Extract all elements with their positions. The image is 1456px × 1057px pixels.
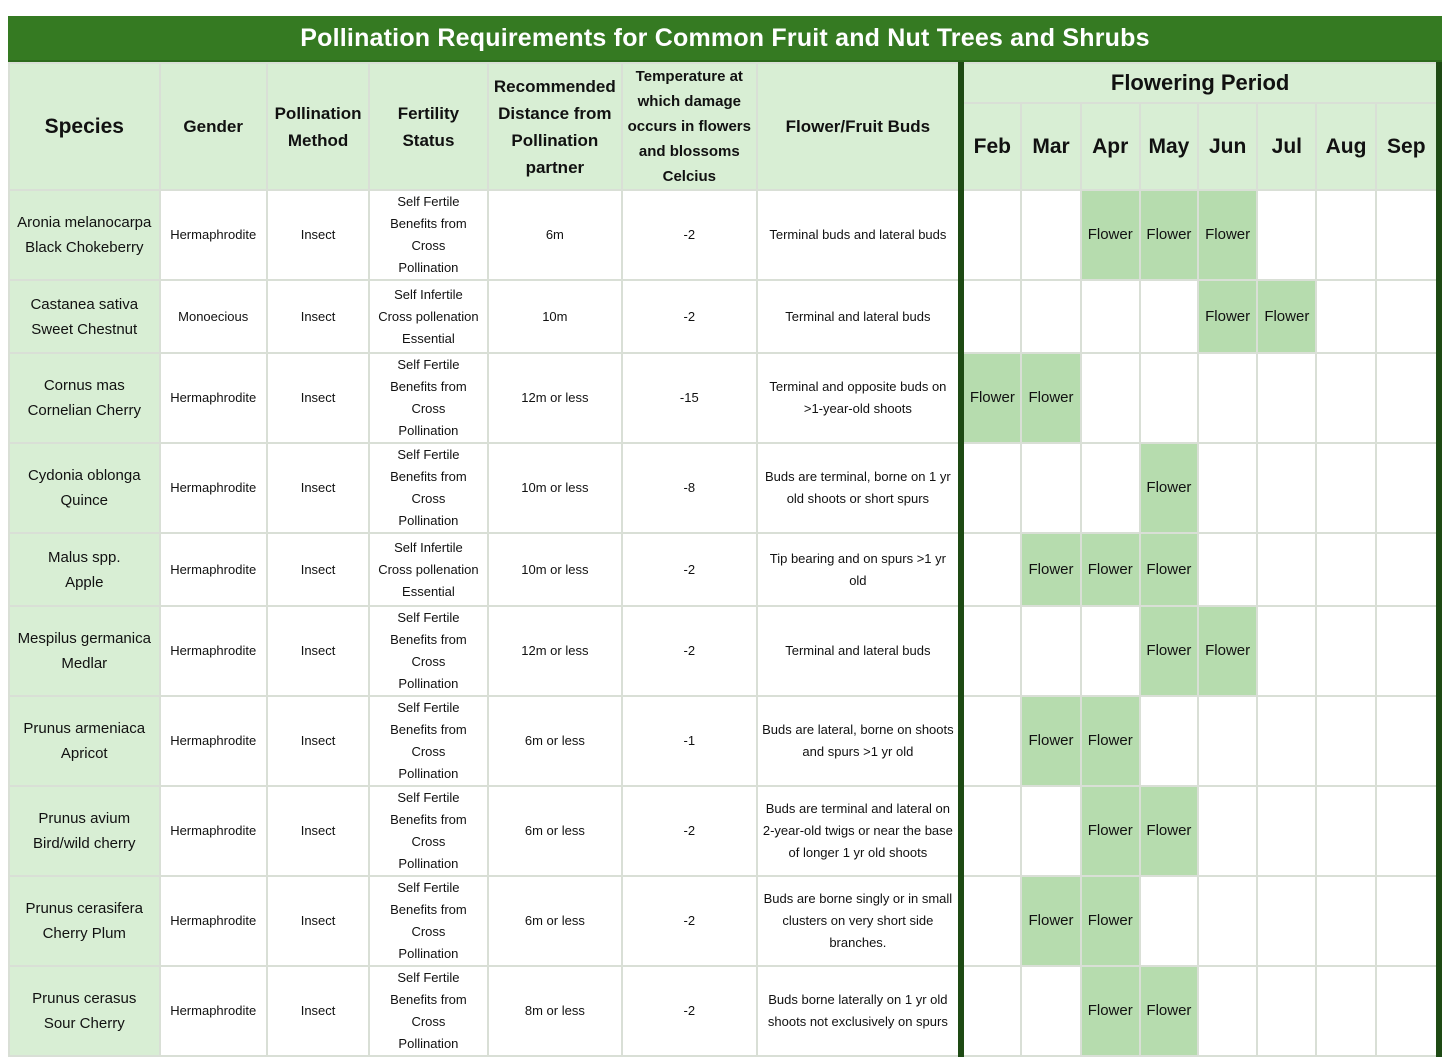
fertility-cell [369, 966, 487, 1056]
gender-cell: Hermaphrodite [160, 606, 267, 696]
flowering-cell-apr: Flower [1081, 876, 1140, 966]
table-row [9, 696, 1439, 786]
flowering-cell-feb [961, 190, 1021, 280]
species-cell-line: Cydonia oblonga [27, 467, 141, 484]
fertility-cell-line: Pollination [398, 423, 459, 438]
species-cell-line: Black Chokeberry [25, 239, 144, 256]
flowering-cell-apr: Flower [1081, 533, 1140, 606]
fertility-cell-line: Self Infertile [394, 539, 463, 555]
species-cell-line: Aronia melanocarpa [17, 214, 152, 231]
flowering-cell-jul [1257, 443, 1316, 533]
species-cell-line: Prunus avium [38, 810, 131, 827]
flowering-cell-jun [1198, 443, 1257, 533]
method-cell: Insect [267, 876, 369, 966]
fertility-cell [369, 353, 487, 443]
header-month-jun: Jun [1198, 103, 1257, 190]
fertility-cell-line: Benefits from Cross [390, 632, 467, 669]
temperature-cell: -2 [622, 786, 756, 876]
fertility-cell-line: Pollination [398, 260, 459, 275]
flowering-cell-may: Flower [1140, 190, 1198, 280]
header-month-apr: Apr [1081, 103, 1140, 190]
header-gender: Gender [160, 63, 267, 190]
gender-cell: Hermaphrodite [160, 353, 267, 443]
flowering-cell-feb [961, 606, 1021, 696]
distance-cell: 12m or less [488, 353, 622, 443]
header-month-sep: Sep [1376, 103, 1439, 190]
pollination-table [8, 62, 1442, 1057]
fertility-cell-line: Benefits from Cross [390, 216, 467, 253]
species-cell [9, 606, 160, 696]
buds-cell: Terminal buds and lateral buds [757, 190, 962, 280]
flowering-cell-sep [1376, 696, 1439, 786]
flowering-cell-sep [1376, 786, 1439, 876]
fertility-cell [369, 443, 487, 533]
fertility-cell-line: Cross pollenation [378, 561, 479, 577]
flowering-cell-mar [1021, 966, 1080, 1056]
flowering-cell-jun [1198, 696, 1257, 786]
method-cell: Insect [267, 786, 369, 876]
fertility-cell-line: Self Fertile [397, 447, 460, 462]
buds-cell: Buds are borne singly or in small clusters on very short side branches. [757, 876, 962, 966]
species-cell-line: Bird/wild cherry [32, 835, 136, 852]
gender-cell: Hermaphrodite [160, 443, 267, 533]
species-cell-line: Apple [65, 573, 104, 591]
method-cell: Insect [267, 533, 369, 606]
flowering-cell-mar [1021, 190, 1080, 280]
flowering-cell-feb [961, 696, 1021, 786]
fertility-cell [369, 280, 487, 353]
flowering-cell-apr: Flower [1081, 966, 1140, 1056]
species-cell-line: Castanea sativa [30, 295, 139, 313]
flowering-cell-mar [1021, 606, 1080, 696]
flowering-cell-sep [1376, 443, 1439, 533]
table-row [9, 443, 1439, 533]
header-month-mar: Mar [1021, 103, 1080, 190]
species-cell-line: Quince [60, 492, 109, 509]
buds-cell: Terminal and lateral buds [757, 606, 962, 696]
flowering-cell-may [1140, 353, 1198, 443]
temperature-cell: -2 [622, 190, 756, 280]
species-cell [9, 280, 160, 353]
buds-cell: Buds borne laterally on 1 yr old shoots not exclusively on spurs [757, 966, 962, 1056]
species-cell-line: Prunus cerasifera [25, 900, 144, 917]
fertility-cell-line: Self Fertile [397, 880, 460, 895]
flowering-cell-mar [1021, 280, 1080, 353]
flowering-cell-aug [1316, 190, 1375, 280]
fertility-cell [369, 876, 487, 966]
flowering-cell-jun: Flower [1198, 190, 1257, 280]
flowering-cell-jun [1198, 533, 1257, 606]
flowering-cell-jun: Flower [1198, 606, 1257, 696]
fertility-cell [369, 533, 487, 606]
flowering-cell-mar [1021, 443, 1080, 533]
header-fertility-status: Fertility Status [369, 63, 487, 190]
gender-cell: Hermaphrodite [160, 190, 267, 280]
header-month-aug: Aug [1316, 103, 1375, 190]
temperature-cell: -2 [622, 606, 756, 696]
temperature-cell: -2 [622, 966, 756, 1056]
fertility-cell-line: Pollination [398, 856, 459, 871]
gender-cell: Hermaphrodite [160, 696, 267, 786]
header-flowering-period: Flowering Period [961, 63, 1439, 103]
flowering-cell-may: Flower [1140, 533, 1198, 606]
flowering-cell-aug [1316, 533, 1375, 606]
flowering-cell-aug [1316, 786, 1375, 876]
distance-cell: 10m or less [488, 533, 622, 606]
flowering-cell-apr: Flower [1081, 786, 1140, 876]
species-cell-line: Malus spp. [47, 548, 121, 566]
method-cell: Insect [267, 443, 369, 533]
distance-cell: 6m or less [488, 876, 622, 966]
buds-cell: Terminal and lateral buds [757, 280, 962, 353]
flowering-cell-may: Flower [1140, 606, 1198, 696]
table-row [9, 606, 1439, 696]
flowering-cell-jul [1257, 533, 1316, 606]
buds-cell: Terminal and opposite buds on >1-year-old shoots [757, 353, 962, 443]
flowering-cell-jun [1198, 966, 1257, 1056]
flowering-cell-feb [961, 966, 1021, 1056]
species-cell [9, 443, 160, 533]
flowering-cell-apr: Flower [1081, 696, 1140, 786]
header-temperature: Temperature at which damage occurs in flowers and blossoms Celcius [622, 63, 756, 190]
species-cell-line: Sweet Chestnut [31, 320, 138, 338]
flowering-cell-sep [1376, 533, 1439, 606]
flowering-cell-mar: Flower [1021, 533, 1080, 606]
flowering-cell-jun [1198, 876, 1257, 966]
species-cell-line: Prunus armeniaca [23, 720, 146, 737]
flowering-cell-jun [1198, 353, 1257, 443]
species-cell-line: Cherry Plum [42, 925, 126, 942]
species-cell [9, 966, 160, 1056]
species-cell-line: Cornus mas [43, 377, 125, 394]
table-row [9, 786, 1439, 876]
flowering-cell-jul [1257, 966, 1316, 1056]
temperature-cell: -1 [622, 696, 756, 786]
fertility-cell-line: Benefits from Cross [390, 902, 467, 939]
distance-cell: 10m or less [488, 443, 622, 533]
flowering-cell-jun: Flower [1198, 280, 1257, 353]
flowering-cell-feb [961, 280, 1021, 353]
flowering-cell-sep [1376, 966, 1439, 1056]
method-cell: Insect [267, 280, 369, 353]
flowering-cell-mar [1021, 786, 1080, 876]
flowering-cell-aug [1316, 443, 1375, 533]
flowering-cell-jul: Flower [1257, 280, 1316, 353]
flowering-cell-aug [1316, 966, 1375, 1056]
species-cell [9, 533, 160, 606]
distance-cell: 12m or less [488, 606, 622, 696]
flowering-cell-jul [1257, 190, 1316, 280]
fertility-cell-line: Self Fertile [397, 357, 460, 372]
fertility-cell-line: Benefits from Cross [390, 722, 467, 759]
species-cell [9, 353, 160, 443]
gender-cell: Hermaphrodite [160, 966, 267, 1056]
temperature-cell: -8 [622, 443, 756, 533]
flowering-cell-apr: Flower [1081, 190, 1140, 280]
header-month-may: May [1140, 103, 1198, 190]
flowering-cell-mar: Flower [1021, 876, 1080, 966]
table-row [9, 280, 1439, 353]
fertility-cell-line: Pollination [398, 1036, 459, 1051]
flowering-cell-may [1140, 280, 1198, 353]
flowering-cell-may [1140, 876, 1198, 966]
species-cell-line: Apricot [60, 745, 108, 762]
fertility-cell-line: Benefits from Cross [390, 812, 467, 849]
species-cell [9, 696, 160, 786]
species-cell-line: Prunus cerasus [32, 990, 137, 1007]
table-row [9, 876, 1439, 966]
header-distance: Recommended Distance from Pollination partner [488, 63, 622, 190]
flowering-cell-may [1140, 696, 1198, 786]
fertility-cell-line: Essential [402, 330, 455, 346]
flowering-cell-mar: Flower [1021, 353, 1080, 443]
flowering-cell-aug [1316, 876, 1375, 966]
species-cell [9, 876, 160, 966]
fertility-cell [369, 606, 487, 696]
fertility-cell-line: Cross pollenation [378, 308, 479, 324]
flowering-cell-aug [1316, 606, 1375, 696]
header-species: Species [9, 63, 160, 190]
table-row [9, 190, 1439, 280]
flowering-cell-jun [1198, 786, 1257, 876]
flowering-cell-feb [961, 443, 1021, 533]
flowering-cell-apr [1081, 606, 1140, 696]
gender-cell: Hermaphrodite [160, 533, 267, 606]
header-month-jul: Jul [1257, 103, 1316, 190]
fertility-cell-line: Benefits from Cross [390, 379, 467, 416]
sheet-title: Pollination Requirements for Common Fruit and Nut Trees and Shrubs [8, 16, 1442, 62]
flowering-cell-may: Flower [1140, 786, 1198, 876]
species-cell-line: Medlar [61, 655, 108, 672]
header-month-feb: Feb [961, 103, 1021, 190]
fertility-cell-line: Benefits from Cross [390, 992, 467, 1029]
method-cell: Insect [267, 353, 369, 443]
fertility-cell-line: Pollination [398, 513, 459, 528]
flowering-cell-jul [1257, 606, 1316, 696]
fertility-cell [369, 190, 487, 280]
fertility-cell-line: Self Fertile [397, 970, 460, 985]
table-row [9, 353, 1439, 443]
gender-cell: Hermaphrodite [160, 876, 267, 966]
distance-cell: 6m or less [488, 696, 622, 786]
distance-cell: 8m or less [488, 966, 622, 1056]
fertility-cell-line: Self Fertile [397, 610, 460, 625]
table-row [9, 966, 1439, 1056]
flowering-cell-sep [1376, 876, 1439, 966]
method-cell: Insect [267, 696, 369, 786]
flowering-cell-aug [1316, 353, 1375, 443]
flowering-cell-feb [961, 786, 1021, 876]
flowering-cell-sep [1376, 190, 1439, 280]
fertility-cell-line: Self Fertile [397, 700, 460, 715]
flowering-cell-apr [1081, 443, 1140, 533]
header-buds: Flower/Fruit Buds [757, 63, 962, 190]
flowering-cell-jul [1257, 786, 1316, 876]
flowering-cell-jul [1257, 696, 1316, 786]
flowering-cell-feb [961, 533, 1021, 606]
fertility-cell-line: Self Fertile [397, 790, 460, 805]
gender-cell: Hermaphrodite [160, 786, 267, 876]
fertility-cell [369, 786, 487, 876]
fertility-cell [369, 696, 487, 786]
method-cell: Insect [267, 606, 369, 696]
buds-cell: Buds are lateral, borne on shoots and spurs >1 yr old [757, 696, 962, 786]
temperature-cell: -15 [622, 353, 756, 443]
fertility-cell-line: Pollination [398, 946, 459, 961]
method-cell: Insect [267, 190, 369, 280]
fertility-cell-line: Essential [402, 583, 455, 599]
header-pollination-method: Pollination Method [267, 63, 369, 190]
flowering-cell-aug [1316, 280, 1375, 353]
distance-cell: 10m [488, 280, 622, 353]
table-row [9, 533, 1439, 606]
pollination-sheet [8, 16, 1442, 1057]
flowering-cell-feb: Flower [961, 353, 1021, 443]
method-cell: Insect [267, 966, 369, 1056]
flowering-cell-sep [1376, 606, 1439, 696]
buds-cell: Buds are terminal, borne on 1 yr old shoots or short spurs [757, 443, 962, 533]
buds-cell: Buds are terminal and lateral on 2-year-old twigs or near the base of longer 1 yr old shoots [757, 786, 962, 876]
temperature-cell: -2 [622, 533, 756, 606]
distance-cell: 6m or less [488, 786, 622, 876]
species-cell-line: Sour Cherry [43, 1015, 125, 1032]
flowering-cell-apr [1081, 353, 1140, 443]
flowering-cell-may: Flower [1140, 443, 1198, 533]
temperature-cell: -2 [622, 280, 756, 353]
fertility-cell-line: Pollination [398, 766, 459, 781]
species-cell [9, 190, 160, 280]
flowering-cell-jul [1257, 353, 1316, 443]
flowering-cell-aug [1316, 696, 1375, 786]
species-cell [9, 786, 160, 876]
temperature-cell: -2 [622, 876, 756, 966]
flowering-cell-may: Flower [1140, 966, 1198, 1056]
flowering-cell-sep [1376, 353, 1439, 443]
fertility-cell-line: Self Fertile [397, 194, 460, 209]
flowering-cell-apr [1081, 280, 1140, 353]
flowering-cell-mar: Flower [1021, 696, 1080, 786]
fertility-cell-line: Self Infertile [394, 286, 463, 302]
species-cell-line: Mespilus germanica [17, 630, 151, 647]
flowering-cell-feb [961, 876, 1021, 966]
flowering-cell-jul [1257, 876, 1316, 966]
species-cell-line: Cornelian Cherry [27, 402, 141, 419]
fertility-cell-line: Pollination [398, 676, 459, 691]
buds-cell: Tip bearing and on spurs >1 yr old [757, 533, 962, 606]
distance-cell: 6m [488, 190, 622, 280]
gender-cell: Monoecious [160, 280, 267, 353]
flowering-cell-sep [1376, 280, 1439, 353]
fertility-cell-line: Benefits from Cross [390, 469, 467, 506]
